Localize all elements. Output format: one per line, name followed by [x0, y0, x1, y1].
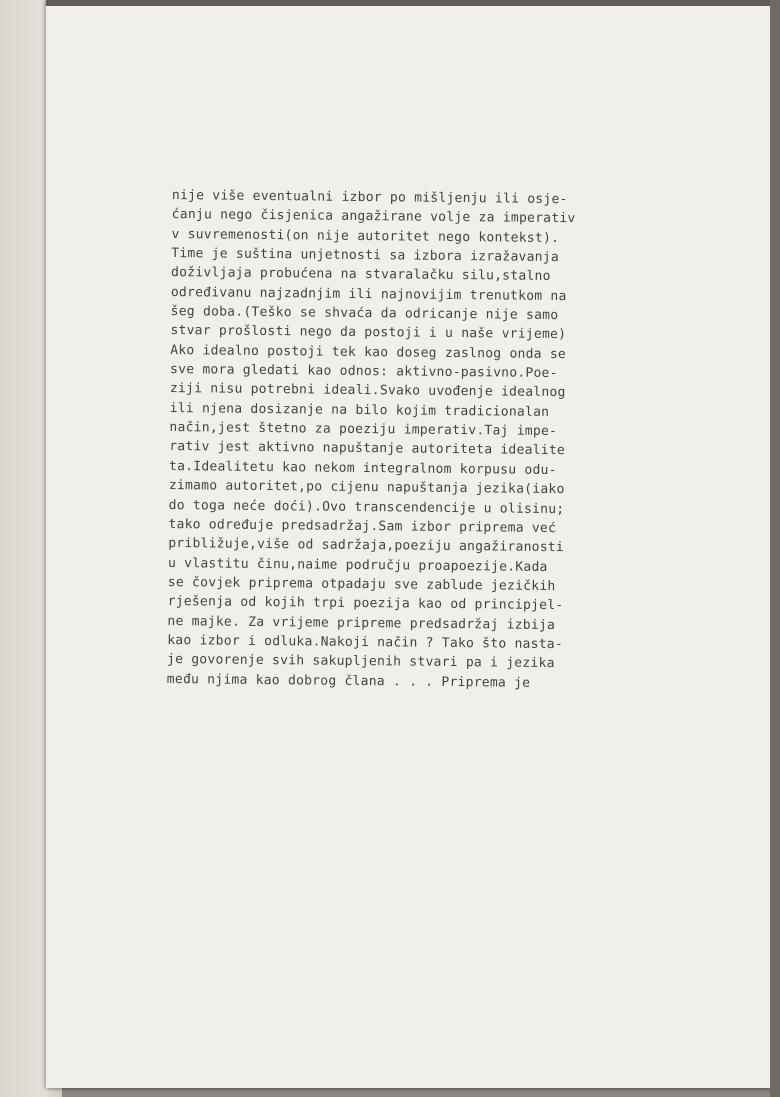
text-line: Time je suština unjetnosti sa izbora izražavanja [171, 246, 560, 266]
text-line: ne majke. Za vrijeme pripreme predsadržaj izbija [167, 613, 556, 633]
text-line: u vlastitu činu,naime području proapoezije.Kada [167, 555, 548, 575]
text-line: je govorenje svih sakupljenih stvari pa i jezika [166, 652, 555, 672]
text-line: ili njena dosizanje na bilo kojim tradicionalan [169, 400, 550, 420]
text-line: zimamo autoritet,po cijenu napuštanja jezika(iako [168, 478, 565, 498]
text-line: ta.Idealitetu kao nekom integralnom korpusu odu- [168, 458, 557, 478]
text-line: među njima kao dobrog člana . . . Priprema je [166, 671, 531, 691]
text-line: Ako idealno postoji tek kao doseg zaslnog onda se [170, 342, 567, 362]
text-line: nije više eventualni izbor po mišljenju ili osje- [171, 187, 568, 208]
text-line: rativ jest aktivno napuštanje autoriteta idealite [169, 439, 566, 459]
text-line: šeg doba.(Teško se shvaća da odricanje nije samo [170, 304, 559, 324]
text-line: približuje,više od sadržaja,poeziju angažiranosti [168, 536, 565, 556]
right-page-edge [770, 0, 780, 1097]
text-line: v suvremenosti(on nije autoritet nego kontekst). [171, 226, 560, 246]
typewritten-body-text [167, 186, 672, 694]
text-line: tako određuje predsadržaj.Sam izbor priprema već [168, 516, 557, 536]
text-line: način,jest štetno za poeziju imperativ.Taj impe- [169, 420, 558, 440]
text-line: doživljaja probućena na stvaralačku silu,stalno [171, 265, 551, 285]
text-line: se čovjek priprema otpadaju sve zablude jezičkih [167, 574, 556, 594]
text-line: ćanju nego čisjenica angažirane volje za imperativ [171, 207, 576, 227]
text-line: ziji nisu potrebni ideali.Svako uvođenje idealnog [169, 381, 566, 401]
text-line: određivanu najzadnjim ili najnovijim trenutkom na [170, 284, 567, 304]
text-line: rješenja od kojih trpi poezija kao od principjel- [167, 594, 564, 614]
text-line: stvar prošlosti nego da postoji i u naše vrijeme) [170, 323, 567, 343]
text-line: kao izbor i odluka.Nakoji način ? Tako što nasta- [167, 632, 564, 653]
top-page-edge [46, 0, 780, 6]
text-line: sve mora gledati kao odnos: aktivno-pasivno.Poe- [169, 362, 558, 382]
text-line: do toga neće doći).Ovo transcendencije u olisinu; [168, 497, 565, 517]
